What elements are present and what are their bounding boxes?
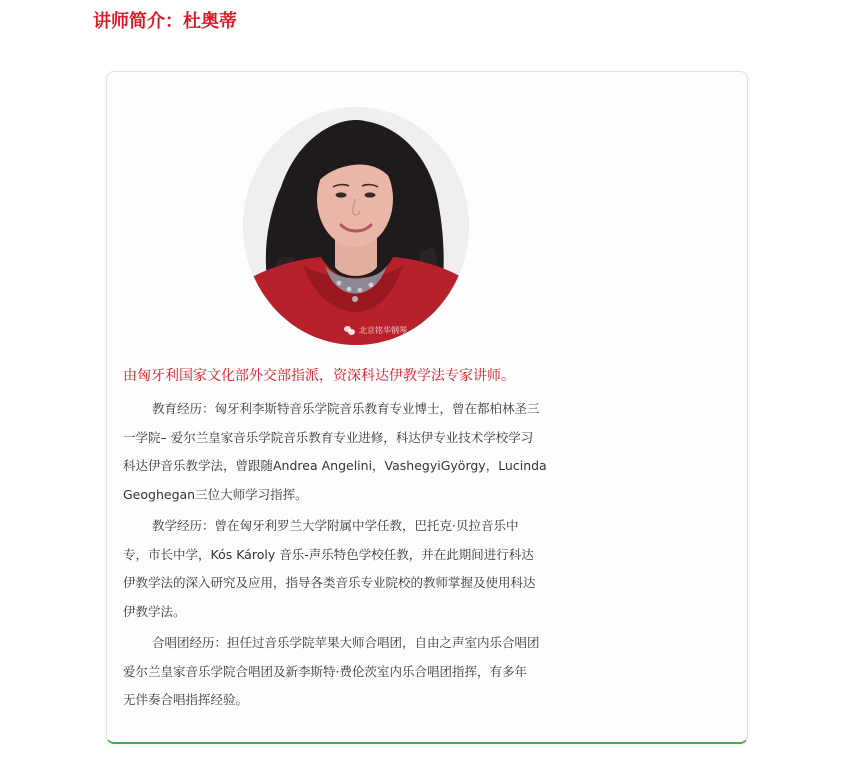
teaching-line: 伊教学法的深入研究及应用，指导各类音乐专业院校的教师掌握及使用科达 [123, 575, 536, 590]
teaching-line: 专，市长中学，Kós Károly 音乐-声乐特色学校任教，并在此期间进行科达 [123, 546, 534, 562]
teaching-line: 伊教学法。 [123, 603, 186, 619]
education-line: 教育经历：匈牙利李斯特音乐学院音乐教育专业博士，曾在都柏林圣三 [152, 401, 540, 416]
instructor-photo [243, 107, 469, 345]
education-line: Geoghegan三位大师学习指挥。 [123, 486, 308, 502]
choir-line: 合唱团经历：担任过音乐学院苹果大师合唱团，自由之声室内乐合唱团 [152, 635, 540, 650]
instructor-intro: 由匈牙利国家文化部外交部指派，资深科达伊教学法专家讲师。 [123, 368, 515, 384]
wechat-icon [344, 326, 355, 335]
choir-line: 无伴奏合唱指挥经验。 [123, 692, 249, 707]
teaching-line: 教学经历：曾在匈牙利罗兰大学附属中学任教，巴托克·贝拉音乐中 [152, 518, 519, 533]
instructor-card [106, 71, 748, 744]
education-line: 一学院– 爱尔兰皇家音乐学院音乐教育专业进修，科达伊专业技术学校学习 [123, 429, 534, 445]
education-paragraph [123, 395, 595, 509]
photo-watermark [344, 325, 407, 336]
choir-paragraph [123, 629, 595, 715]
section-title: 讲师简介：杜奥蒂 [93, 11, 237, 32]
watermark-text: 北京铭华钢琴 [359, 326, 407, 335]
teaching-paragraph [123, 512, 595, 626]
portrait-illustration [243, 107, 469, 345]
education-line: 科达伊音乐教学法，曾跟随Andrea Angelini，VashegyiGyörgy，Lucinda [123, 458, 547, 473]
choir-line: 爱尔兰皇家音乐学院合唱团及新李斯特·费伦茨室内乐合唱团指挥，有多年 [123, 663, 527, 679]
